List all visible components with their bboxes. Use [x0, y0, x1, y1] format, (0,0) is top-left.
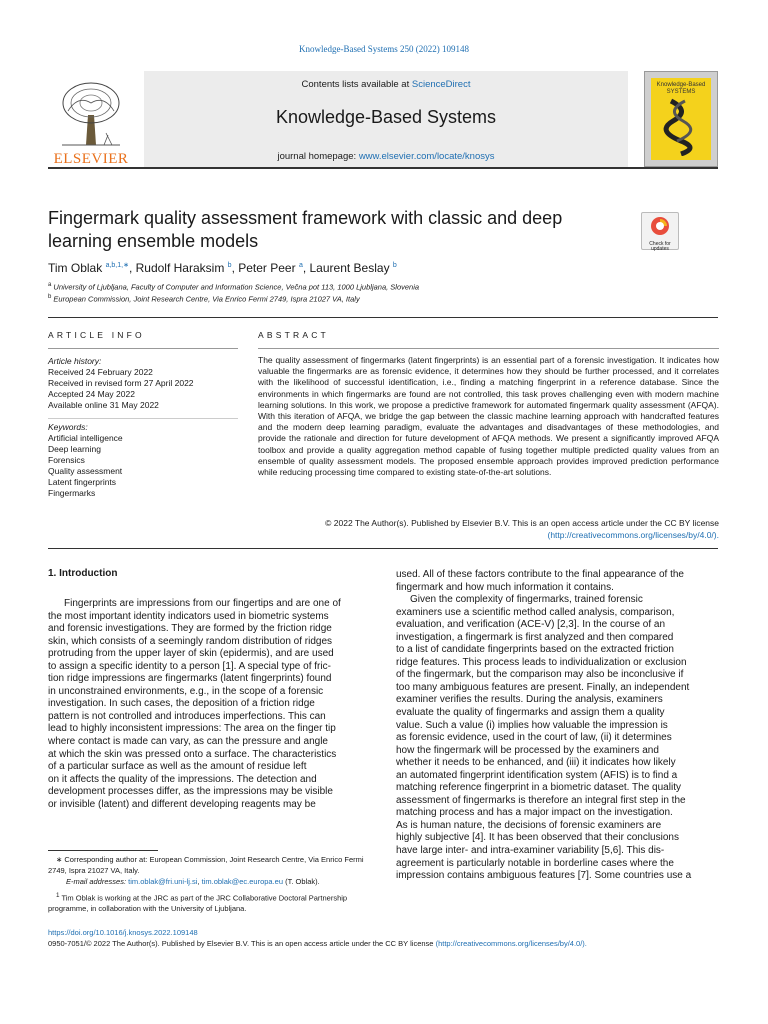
cover-title: Knowledge-Based SYSTEMS [656, 82, 706, 95]
check-for-updates-badge[interactable] [641, 212, 679, 250]
footnote-emails: E-mail addresses: tim.oblak@fri.uni-lj.si, tim.oblak@ec.europa.eu (T. Oblak). [66, 877, 320, 886]
sciencedirect-link[interactable]: ScienceDirect [411, 79, 471, 90]
text-line: on it affects the quality of the impressions. The detection and [48, 773, 317, 785]
journal-title: Knowledge-Based Systems [275, 107, 497, 127]
abstract-copyright: © 2022 The Author(s). Published by Elsevier B.V. This is an open access article under the CC BY license [325, 518, 719, 528]
elsevier-wordmark: ELSEVIER [53, 151, 129, 167]
text-line: impression contains ambiguous features [7]. Some countries use a [396, 870, 692, 882]
intro-right-column [396, 569, 719, 883]
email-link[interactable]: tim.oblak@fri.uni-lj.si [128, 877, 198, 886]
text-line: fingermark and how much information it contains. [396, 581, 614, 593]
elsevier-logo [48, 75, 134, 165]
masthead-rule [48, 167, 718, 169]
text-line: As is human nature, the decisions of forensic examiners are [396, 819, 662, 831]
history-item: Accepted 24 May 2022 [48, 389, 135, 399]
text-line: lead to highly inconsistent impressions: The area on the finger tip [48, 723, 336, 735]
author-affil-mark[interactable]: b [392, 262, 397, 269]
journal-reference[interactable] [0, 44, 768, 54]
affiliation-a: $^a$ University of Ljubljana, Faculty of Computer and Information Science, Večna pot 113, 1000 Ljubljana, Slovenia [48, 282, 420, 292]
keyword: Deep learning [48, 444, 101, 454]
footnote-1: $^1$ Tim Oblak is working at the JRC as part of the JRC Collaborative Doctoral Partnership programme, in collaboration with the University of Ljubljana. [48, 892, 348, 913]
license-footer: 0950-7051/© 2022 The Author(s). Published by Elsevier B.V. This is an open access article under the CC BY license (http://creativecommons.org/licenses/by/4.0/). [48, 939, 587, 948]
author-name[interactable]: , Peter Peer [231, 261, 299, 275]
history-item: Received in revised form 27 April 2022 [48, 378, 194, 388]
text-line: value. Such a value (i) implies how valuable the impression is [396, 719, 668, 731]
article-info-rule [48, 348, 238, 349]
text-line: as forensic evidence, used in the court of law, (ii) it determines [396, 732, 672, 744]
journal-reference-link[interactable]: Knowledge-Based Systems 250 (2022) 109148 [299, 44, 469, 54]
text-line: at which the skin was pressed onto a surface. The characteristics [48, 748, 337, 760]
cover-graphic-icon [651, 96, 711, 156]
text-line: examiner verifies the results. During the analysis, examiners [396, 694, 663, 706]
doi-line[interactable] [48, 928, 198, 937]
text-line: or invisible (latent) and different developing reagents may be [48, 798, 316, 810]
doi-link[interactable]: https://doi.org/10.1016/j.knosys.2022.109148 [48, 928, 198, 937]
text-line: highly subjective [4]. It has been observed that their conclusions [396, 832, 679, 844]
footnote-rule [48, 850, 158, 851]
check-updates-label: Check for updates [649, 241, 671, 252]
abstract-heading: ABSTRACT [258, 330, 329, 340]
article-history [48, 356, 238, 411]
text-line: whether it needs to be enhanced, and (iii) it indicates how likely [396, 757, 676, 769]
text-line: evaluation, and verification (ACE-V) [2,3]. In the course of an [396, 619, 666, 631]
text-line: evaluate the quality of fingermarks and assign them a quality [396, 707, 665, 719]
keyword: Forensics [48, 455, 85, 465]
author-affil-mark[interactable]: a [298, 262, 303, 269]
text-line: an automated fingerprint identification system (AFIS) is to find a [396, 769, 678, 781]
text-line: and forensic investigations. They are formed by the friction ridge [48, 623, 332, 635]
author-affil-mark[interactable]: b [227, 262, 232, 269]
affiliation-b: $^b$ European Commission, Joint Research Centre, Via Enrico Fermi 2749, Ispra 21027 VA, Italy [48, 294, 360, 304]
cover-image [651, 78, 711, 160]
text-line: of a particular surface as well as the amount of residue left [48, 761, 307, 773]
text-line: where contact is made can vary, as can the pressure and angle [48, 736, 328, 748]
text-line: to a list of candidate fingerprints based on the extracted friction [396, 644, 674, 656]
journal-cover[interactable] [644, 71, 718, 167]
text-line: assessment of fingermarks is therefore an integral first step in the [396, 794, 686, 806]
abstract-rule [258, 348, 719, 349]
keywords-label: Keywords: [48, 422, 88, 432]
text-line: protruding from the upper layer of skin (epidermis), and are used [48, 648, 334, 660]
contents-line: Contents lists available at ScienceDirect [301, 79, 471, 90]
text-line: Fingerprints are impressions from our fingertips and are one of [64, 598, 341, 609]
text-line: ridge features. This process leads to individualization or exclusion [396, 656, 687, 668]
text-line: tion ridge impressions are fingermarks (latent fingerprints) found [48, 673, 332, 685]
intro-left-column [48, 598, 373, 811]
abstract-text: The quality assessment of fingermarks (latent fingerprints) is an essential part of a forensic investigation. It indicates how valuable the fingermarks are as forensic evidence, it determines how they should be further processed, and it correlates with the likelihood of successful identification, i.e., finding a matching fingerprint in a reference database. Since the environments in which fingermarks are found are not controlled, this task proves challenging even with modern machine learning solutions. In this work, we propose a predictive framework for automated fingermark quality assessment (AFQA). With this iteration of AFQA, we bridge the gap between the classic machine learning approach with handcrafted features and the modern deep learning paradigm, evaluate the advantages and disadvantages of these methodologies, and provide the rationale and direction for future development of AFQA methods. We present a significantly improved AFQA toolbox and provide a quality aggregation method capable of fusing together multiple predicted quality values from an ensemble of quality assessment models. The proposed ensemble approach provides improved prediction performance while reducing processing time compared to existing state-of-the-art solutions. [258, 355, 719, 478]
text-line: too many ambiguous features are present. Finally, an independent [396, 681, 690, 693]
check-updates-icon [649, 215, 671, 237]
text-line: matching process and has a major impact on the investigation. [396, 807, 673, 819]
homepage-line: journal homepage: www.elsevier.com/locate/knosys [277, 151, 495, 162]
footnote-corresponding: ∗ Corresponding author at: European Commission, Joint Research Centre, Via Enrico Fermi 2749, Ispra 21027 VA, Italy. [48, 855, 364, 875]
text-line: used. All of these factors contribute to the final appearance of the [396, 569, 684, 580]
text-line: matching reference fingerprint in a biometric dataset. The quality [396, 782, 681, 794]
text-line: examiners use a scientific method called analysis, comparison, [396, 606, 675, 618]
text-line: in unconstrained environments, e.g., in the scope of a forensic [48, 685, 324, 697]
text-line: how the fingermark will be processed by the examiners and [396, 744, 659, 756]
section-heading: 1. Introduction [48, 568, 118, 579]
history-label: Article history: [48, 356, 102, 366]
history-item: Received 24 February 2022 [48, 367, 153, 377]
author-affil-mark[interactable]: a,b,1,∗ [105, 262, 129, 269]
keyword: Artificial intelligence [48, 433, 123, 443]
keywords [48, 422, 238, 499]
text-line: of the fingermark, but the comparison may also be inconclusive if [396, 669, 684, 681]
paper-title: Fingermark quality assessment framework with classic and deep learning ensemble models [48, 208, 563, 251]
article-info-heading: ARTICLE INFO [48, 330, 145, 340]
text-line: have large inter- and intra-examiner variability [5,6]. This dis- [396, 845, 665, 857]
abstract-license[interactable] [258, 530, 719, 541]
keyword: Quality assessment [48, 466, 123, 476]
journal-banner [144, 71, 628, 167]
text-line: agreement is particularly notable in borderline cases where the [396, 857, 674, 869]
email-link[interactable]: tim.oblak@ec.europa.eu [201, 877, 284, 886]
text-line: development processes differ, as the impressions may be visible [48, 786, 333, 798]
keyword: Fingermarks [48, 488, 96, 498]
text-line: investigation, a fingermark is first analyzed and then compared [396, 631, 674, 643]
text-line: Given the complexity of fingermarks, trained forensic [410, 594, 643, 606]
author-list [48, 261, 397, 275]
author-name[interactable]: , Laurent Beslay [302, 261, 393, 275]
masthead [48, 71, 718, 167]
keywords-rule [48, 418, 238, 419]
author-name[interactable]: Tim Oblak [48, 261, 106, 275]
history-item: Available online 31 May 2022 [48, 400, 159, 410]
author-name[interactable]: , Rudolf Haraksim [128, 261, 228, 275]
homepage-link[interactable]: www.elsevier.com/locate/knosys [358, 151, 495, 162]
text-line: to assign a specific identity to a person [1]. A special type of fric- [48, 660, 331, 672]
license-footer-link[interactable]: (http://creativecommons.org/licenses/by/4.0/). [435, 939, 587, 948]
text-line: investigation. In such cases, the deposition of a friction ridge [48, 698, 315, 710]
text-line: pattern is not controlled and introduces imperfections. This can [48, 710, 326, 722]
text-line: skin, which consists of a seemingly random distribution of ridges [48, 635, 333, 647]
text-line: the most important identity indicators used in biometric systems [48, 610, 329, 622]
header-rule [48, 317, 718, 318]
abstract-bottom-rule [48, 548, 718, 549]
keyword: Latent fingerprints [48, 477, 117, 487]
license-link[interactable]: (http://creativecommons.org/licenses/by/4.0/). [547, 530, 719, 540]
